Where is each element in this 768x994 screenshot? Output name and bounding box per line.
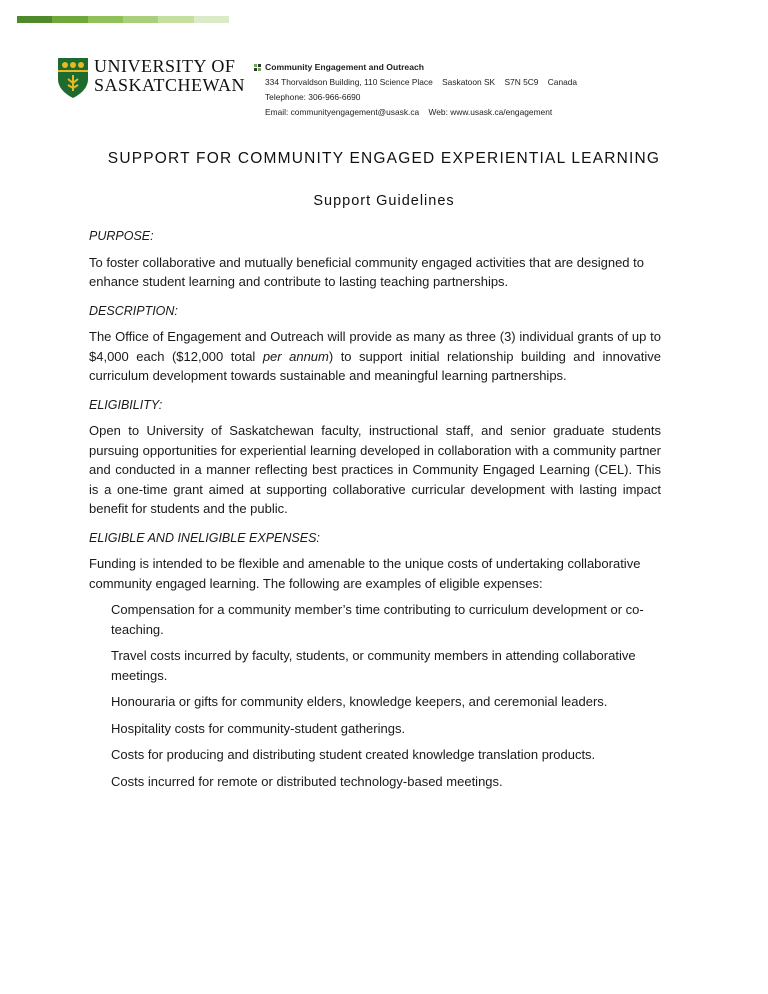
- address-line: 334 Thorvaldson Building, 110 Science Place Saskatoon SK S7N 5C9 Canada: [265, 77, 578, 87]
- university-wordmark: [94, 57, 245, 95]
- purpose-heading: PURPOSE:: [89, 229, 154, 243]
- eligibility-text: Open to University of Saskatchewan faculty, instructional staff, and senior graduate students pursuing opportunities for experiential learning developed in collaboration with a community partner and conducted in a manner reflecting best practices in Community Engaged Learning (CEL). This is a one-time grant aimed at supporting collaborative curricular development with lasting impact benefit for students and the public.: [89, 423, 661, 516]
- header-color-bar: [17, 16, 229, 23]
- color-bar-segment: [123, 16, 158, 23]
- expense-list: [89, 600, 661, 791]
- list-item: Compensation for a community member’s time contributing to curriculum development or co-teaching.: [111, 602, 644, 637]
- university-logo: [57, 57, 245, 99]
- telephone-line: Telephone: 306-966-6690: [265, 92, 361, 102]
- description-text-italic: per annum: [262, 348, 329, 364]
- list-item: Travel costs incurred by faculty, students, or community members in attending collaborative meetings.: [111, 648, 636, 683]
- email-web-line: Email: communityengagement@usask.ca Web: www.usask.ca/engagement: [265, 107, 553, 117]
- bullet-icon: [254, 64, 261, 71]
- eligibility-heading: ELIGIBILITY:: [89, 397, 163, 412]
- color-bar-segment: [52, 16, 87, 23]
- purpose-text: To foster collaborative and mutually beneficial community engaged activities that are designed to enhance student learning and contribute to lasting teaching partnerships.: [89, 254, 644, 289]
- list-item: Hospitality costs for community-student gatherings.: [111, 720, 406, 736]
- expenses-heading: ELIGIBLE AND INELIGIBLE EXPENSES:: [89, 530, 320, 545]
- list-item: Costs incurred for remote or distributed technology-based meetings.: [111, 773, 503, 789]
- document-body: [89, 227, 661, 798]
- color-bar-segment: [88, 16, 123, 23]
- wordmark-line-2: SASKATCHEWAN: [94, 75, 246, 95]
- description-text-part-2: ) to support initial relationship building and innovative curriculum development towards sustainable and meaningful learning partnerships.: [89, 348, 662, 383]
- contact-block: [254, 60, 577, 120]
- department-name: Community Engagement and Outreach: [265, 62, 425, 72]
- color-bar-segment: [158, 16, 193, 23]
- wordmark-line-1: UNIVERSITY OF: [94, 56, 236, 76]
- document-title: SUPPORT FOR COMMUNITY ENGAGED EXPERIENTIAL LEARNING: [107, 150, 661, 167]
- list-item: Honouraria or gifts for community elders, knowledge keepers, and ceremonial leaders.: [111, 694, 608, 709]
- description-text: [89, 327, 661, 386]
- crest-shield-icon: [57, 57, 89, 99]
- expenses-intro: Funding is intended to be flexible and amenable to the unique costs of undertaking collaborative community engaged learning. The following are examples of eligible expenses:: [89, 556, 641, 591]
- department-line: [254, 60, 577, 75]
- list-item: Costs for producing and distributing student created knowledge translation products.: [111, 747, 596, 762]
- document-subtitle: Support Guidelines: [313, 193, 455, 209]
- color-bar-segment: [17, 16, 52, 23]
- color-bar-segment: [194, 16, 229, 23]
- description-text-part-1: The Office of Engagement and Outreach will provide as many as three (3) individual grants of up to $4,000 each ($12,000 total: [89, 329, 661, 364]
- description-heading: DESCRIPTION:: [89, 303, 178, 318]
